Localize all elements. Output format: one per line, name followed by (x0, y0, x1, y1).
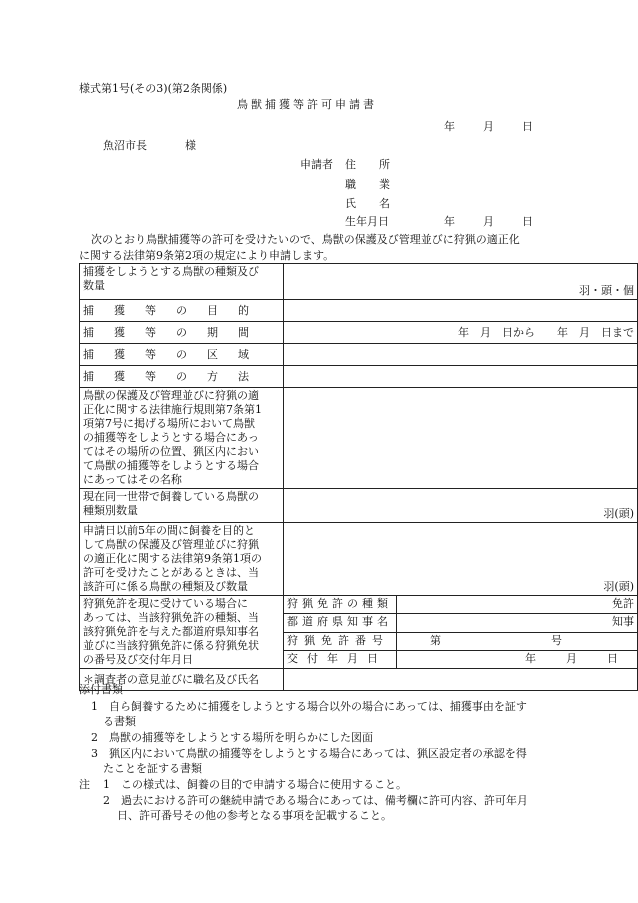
license-type-field[interactable]: 免許 (397, 596, 638, 614)
household-label: 現在同一世帯で飼養している鳥獣の 種類別数量 (80, 489, 284, 523)
attachment-item-2: 2 鳥獣の捕獲等をしようとする場所を明らかにした図面 (91, 731, 373, 744)
row-species (80, 264, 638, 300)
note-1: 1 この様式は、飼養の目的で申請する場合に使用すること。 (103, 778, 407, 791)
past-field[interactable]: 羽(頭) (284, 523, 638, 596)
method-label (80, 366, 284, 388)
area-text: 捕獲等の区域 (83, 347, 269, 361)
row-household (80, 489, 638, 523)
date-line: 年 月 日 (444, 120, 533, 133)
license-no-field[interactable]: 第 号 (397, 632, 638, 650)
license-type-label: 狩猟免許の種類 (284, 596, 397, 614)
attachment-item-1-cont: る書類 (103, 715, 136, 728)
investigator-field[interactable] (284, 669, 638, 691)
applicant-occupation-label: 職 業 (345, 178, 396, 191)
issue-date-label: 交付年月日 (284, 650, 397, 668)
row-investigator (80, 669, 638, 691)
period-text: 捕獲等の期間 (83, 325, 269, 339)
row-method (80, 366, 638, 388)
attachment-item-3: 3 猟区内において鳥獣の捕獲等をしようとする場合にあっては、猟区設定者の承認を得 (91, 747, 527, 760)
license-label: 狩猟免許を現に受けている場合に あっては、当該狩猟免許の種類、当 該狩猟免許を与えた都道府県知事名 並びに当該狩猟免許に係る狩猟免状 の番号及び交付年月日 (80, 596, 284, 669)
issue-date-field[interactable]: 年 月 日 (397, 650, 638, 668)
applicant-birth-date: 年 月 日 (444, 215, 533, 228)
period-field[interactable]: 年 月 日から 年 月 日まで (284, 322, 638, 344)
row-area (80, 344, 638, 366)
attachments-heading: 添付書類 (79, 683, 123, 696)
investigator-label: ＊調査者の意見並びに職名及び氏名 (80, 669, 284, 691)
purpose-text: 捕獲等の目的 (83, 303, 269, 317)
applicant-label: 申請者 (300, 158, 333, 171)
area-label (80, 344, 284, 366)
purpose-field[interactable] (284, 300, 638, 322)
attachment-item-1: 1 自ら飼養するために捕獲をしようとする場合以外の場合にあっては、捕獲事由を証す (91, 700, 527, 713)
past-label: 申請日以前5年の間に飼養を目的と して鳥獣の保護及び管理並びに狩猟 の適正化に関する法律第9条第1項の 許可を受けたことがあるときは、当 該許可に係る鳥獣の種類及び数量 (80, 523, 284, 596)
applicant-birth-label: 生年月日 (345, 215, 389, 228)
intro-line-2: に関する法律第9条第2項の規定により申請します。 (79, 249, 335, 262)
license-no-label: 狩猟免許番号 (284, 632, 397, 650)
household-field[interactable]: 羽(頭) (284, 489, 638, 523)
place-label: 鳥獣の保護及び管理並びに狩猟の適 正化に関する法律施行規則第7条第1 項第7号に掲げる場所において鳥獣 の捕獲等をしようとする場合にあっ てはその場所の位置、猟区内におい て鳥獣の捕獲等をしようとする場合 にあってはその名称 (80, 388, 284, 489)
attachment-item-3-cont: たことを証する書類 (103, 762, 202, 775)
governor-field[interactable]: 知事 (397, 614, 638, 632)
application-table (79, 263, 638, 691)
species-label: 捕獲をしようとする鳥獣の種類及び 数量 (80, 264, 284, 300)
species-field[interactable]: 羽・頭・個 (284, 264, 638, 300)
note-2: 2 過去における許可の継続申請である場合にあっては、備考欄に許可内容、許可年月 (103, 794, 528, 807)
area-field[interactable] (284, 344, 638, 366)
applicant-address-label: 住 所 (345, 158, 396, 171)
place-field[interactable] (284, 388, 638, 489)
page-title: 鳥獣捕獲等許可申請書 (237, 98, 377, 111)
addressee: 魚沼市長 様 (103, 139, 196, 152)
governor-label: 都道府県知事名 (284, 614, 397, 632)
note-2-cont: 日、許可番号その他の参考となる事項を記載すること。 (117, 809, 392, 822)
row-past (80, 523, 638, 596)
row-license-type (80, 596, 638, 614)
row-place (80, 388, 638, 489)
notes-label: 注 (79, 778, 90, 791)
row-period (80, 322, 638, 344)
intro-line-1: 次のとおり鳥獣捕獲等の許可を受けたいので、鳥獣の保護及び管理並びに狩猟の適正化 (91, 233, 520, 246)
applicant-name-label: 氏 名 (345, 197, 396, 210)
method-text: 捕獲等の方法 (83, 369, 269, 383)
row-purpose (80, 300, 638, 322)
form-number: 様式第1号(その3)(第2条関係) (79, 82, 228, 95)
method-field[interactable] (284, 366, 638, 388)
purpose-label (80, 300, 284, 322)
period-label (80, 322, 284, 344)
